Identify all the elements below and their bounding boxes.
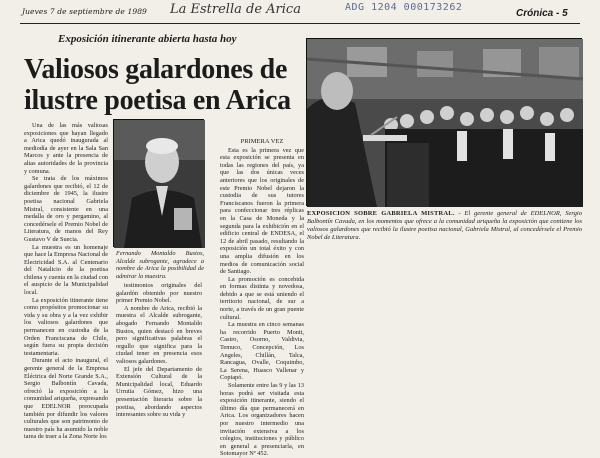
portrait-caption: Fernando Montaldo Bustos, Alcalde subrogante, agradece a nombre de Arica la posibilidad de admirar la muestra. (116, 250, 204, 280)
paragraph: La muestra en cinco semanas ha recorrido Puerto Montt, Castro, Osorno, Valdivia, Temuco, Concepción, Los Angeles, Chillán, Talca, Rancagua, Ovalle, Coquimbo, La Serena, Huasco Vallenar y Copiapó. (220, 321, 304, 382)
photo-caption (307, 210, 582, 242)
paragraph: Se trata de los máximos galardones que recibió, el 12 de diciembre de 1945, la ilustre poetisa nacional Gabriela Mistral, consistente en una medalla de oro y pergamino, al concedérsele el Premio Nobel de Literatura, de manos del Rey Gustavo V de Suecia. (24, 175, 108, 243)
article-kicker: Exposición itinerante abierta hasta hoy (58, 33, 237, 45)
paragraph: A nombre de Arica, recibió la muestra el Alcalde subrogante, abogado Fernando Montaldo Bustos, quien destacó en breves pero significativas palabras el orgullo que significa para la ciudad tener en presencia esos valiosos galardones. (116, 304, 202, 365)
paragraph: testimonios originales del galardón obtenido por nuestro primer Premio Nobel. (116, 282, 202, 305)
photo-caption-body: - El gerente general de EDELNOR, Sergio Balbontín Cavada, en los momentos que ofrece a la comunidad ariqueña la exposición que contiene los valiosos galardones que recibió la ilustre poetisa nacional, Gabriela Mistral, al concedérsele el Premio Nobel de Literatura. (307, 210, 582, 241)
event-photo (306, 38, 582, 206)
paragraph: La promoción es concebida en formas distinta y novedosa, debido a que se está uniendo el territorio nacional, de sur a norte, a través de un gran puente cultural. (220, 275, 304, 321)
article-headline: Valiosos galardones de ilustre poetisa en Arica (24, 54, 291, 116)
archive-stamp: ADG 1204 000173262 (345, 2, 463, 13)
paragraph: Una de las más valiosas exposiciones que hayan llegado a Arica quedó inaugurada al mediodía de ayer en la Sala San Marcos y ante la presencia de altas autoridades de la provincia y comuna. (24, 122, 108, 175)
paragraph: Esta es la primera vez que esta exposición se presenta en todas las regiones del país, ya que las dos únicas veces anteriores que los originales de este Premio Nobel dejaron la custodia de sus tutores Franciscanos fueron la primera para confeccionar tres réplicas en la Casa de Moneda y la segunda para la exhibición en el edificio central de ENDESA, el 12 de abril pasado, resultando la exposición un total éxito y con una amplia difusión en los medios de comunicación social de Santiago. (220, 146, 304, 276)
subhead: PRIMERA VEZ (240, 138, 284, 145)
portrait-image (114, 120, 205, 248)
text-column-2 (116, 282, 202, 448)
paragraph: La exposición itinerante tiene como propósitos promocionar su vida y su obra y a la vez exhibir los valiosos galardones que permanecen en custodia de la Orden Franciscana de Chile, según fuera su propia decisión testamentaria. (24, 296, 108, 357)
paragraph: Durante el acto inaugural, el gerente general de la Empresa Eléctrica del Norte Grande S.A., Sergio Balbontín Cavada, ofreció la exposición a la comunidad ariqueña, expresando que EDELNOR preocupada también por difundir los valores culturales que son patrimonio de nuestro país ha asumido la noble tarea de traer a la Zona Norte los (24, 357, 108, 441)
dateline: Jueves 7 de septiembre de 1989 (22, 7, 147, 16)
section-label: Crónica - 5 (516, 8, 568, 19)
paragraph: Solamente entre las 9 y las 13 horas podrá ser visitada esta exposición itinerante, siendo el último día que permanecerá en Arica. Los organizadores hacen por nuestro intermedio una invitación extensiva a los colegios, instituciones y público en general a presenciarla, en Sotomayor Nº 452. (220, 382, 304, 458)
paragraph: La muestra es un homenaje que hace la Empresa Nacional de Electricidad S.A. al Centenario del Natalicio de la poetisa chilena y cuenta en la ciudad con el auspicio de la Municipalidad local. (24, 243, 108, 297)
paragraph: El jefe del Departamento de Extensión Cultural de la Municipalidad local, Eduardo Urrutia Gómez, hizo una presentación literaria sobre la poetisa, abordando aspectos interesantes sobre su vida y (116, 365, 202, 419)
text-column-3 (220, 138, 304, 458)
newspaper-name: La Estrella de Arica (170, 2, 301, 17)
masthead-rule (20, 23, 580, 24)
photo-caption-lead: EXPOSICION SOBRE GABRIELA MISTRAL. (307, 210, 455, 217)
text-column-1 (24, 122, 108, 448)
event-image (307, 39, 583, 207)
portrait-photo (113, 119, 204, 247)
